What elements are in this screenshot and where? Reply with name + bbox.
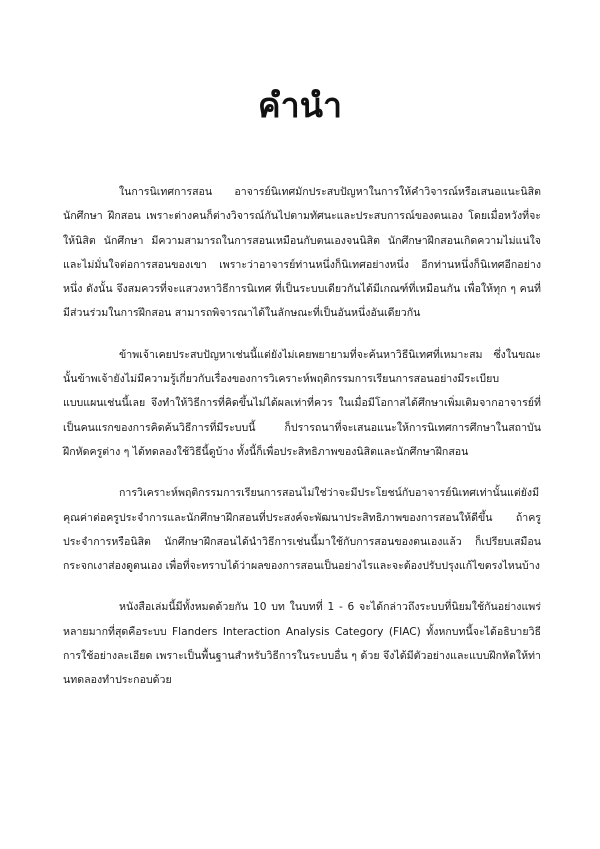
paragraph-3: การวิเคราะห์พฤติกรรมการเรียนการสอนไม่ใช่ว่าจะมีประโยชน์กับอาจารย์นิเทศเท่านั้นแต่ยังมีคุณค่าต่อครูประจำการและนักศึกษาฝึกสอนที่ประสงค์จะพัฒนาประสิทธิภาพของการสอนให้ดีขึ้น ถ้าครูประจำการหรือนิสิต นักศึกษาฝึกสอนได้นำวิธีการเช่นนี้มาใช้กับการสอนของตนเองแล้ว ก็เปรียบเสมือนกระจกเงาส่องดูตนเอง เพื่อที่จะทราบได้ว่าผลของการสอนเป็นอย่างไรและจะต้องปรับปรุงแก้ไขตรงไหนบ้าง: [63, 487, 541, 573]
paragraph-4: หนังสือเล่มนี้มีทั้งหมดด้วยกัน 10 บท ในบทที่ 1 - 6 จะได้กล่าวถึงระบบที่นิยมใช้กันอย่างแพร่หลายมากที่สุดคือระบบ Flanders Interaction Analysis Category (FIAC) ทั้งหกบทนี้จะได้อธิบายวิธีการใช้อย่างละเอียด เพราะเป็นพื้นฐานสำหรับวิธีการในระบบอื่น ๆ ด้วย จึงได้มีตัวอย่างและแบบฝึกหัดให้ท่านทดลองทำประกอบด้วย: [63, 601, 541, 687]
paragraph-1: ในการนิเทศการสอน อาจารย์นิเทศมักประสบปัญหาในการให้คำวิจารณ์หรือเสนอแนะนิสิต นักศึกษา ฝึกสอน เพราะต่างคนก็ต่างวิจารณ์กันไปตามทัศนะและประสบการณ์ของตนเอง โดยเมื่อหวังที่จะให้นิสิต นักศึกษา มีความสามารถในการสอนเหมือนกับตนเองจนนิสิต นักศึกษาฝึกสอนเกิดความไม่แน่ใจและไม่มั่นใจต่อการสอนของเขา เพราะว่าอาจารย์ท่านหนึ่งก็นิเทศอย่างหนึ่ง อีกท่านหนึ่งก็นิเทศอีกอย่างหนึ่ง ดังนั้น จึงสมควรที่จะแสวงหาวิธีการนิเทศ ที่เป็นระบบเดียวกันได้มีเกณฑ์ที่เหมือนกัน เพื่อให้ทุก ๆ คนที่มีส่วนร่วมในการฝึกสอน สามารถพิจารณาได้ในลักษณะที่เป็นอันหนึ่งอันเดียวกัน: [63, 186, 541, 320]
paragraph-2: ข้าพเจ้าเคยประสบปัญหาเช่นนี้แต่ยังไม่เคยพยายามที่จะค้นหาวิธีนิเทศที่เหมาะสม ซึ่งในขณะนั้นข้าพเจ้ายังไม่มีความรู้เกี่ยวกับเรื่องของการวิเคราะห์พฤติกรรมการเรียนการสอนอย่างมีระเบียบ แบบแผนเช่นนี้เลย จึงทำให้วิธีการที่คิดขึ้นไม่ได้ผลเท่าที่ควร ในเมื่อมีโอกาสได้ศึกษาเพิ่มเติมจากอาจารย์ที่เป็นคนแรกของการคิดค้นวิธีการที่มีระบบนี้ ก็ปรารถนาที่จะเสนอแนะให้การนิเทศการศึกษาในสถาบันฝึกหัดครูต่าง ๆ ได้ทดลองใช้วิธีนี้ดูบ้าง ทั้งนี้ก็เพื่อประสิทธิภาพของนิสิตและนักศึกษาฝึกสอน: [63, 348, 541, 458]
page-title: คำนำ: [257, 86, 343, 126]
preface-body: [63, 180, 541, 710]
